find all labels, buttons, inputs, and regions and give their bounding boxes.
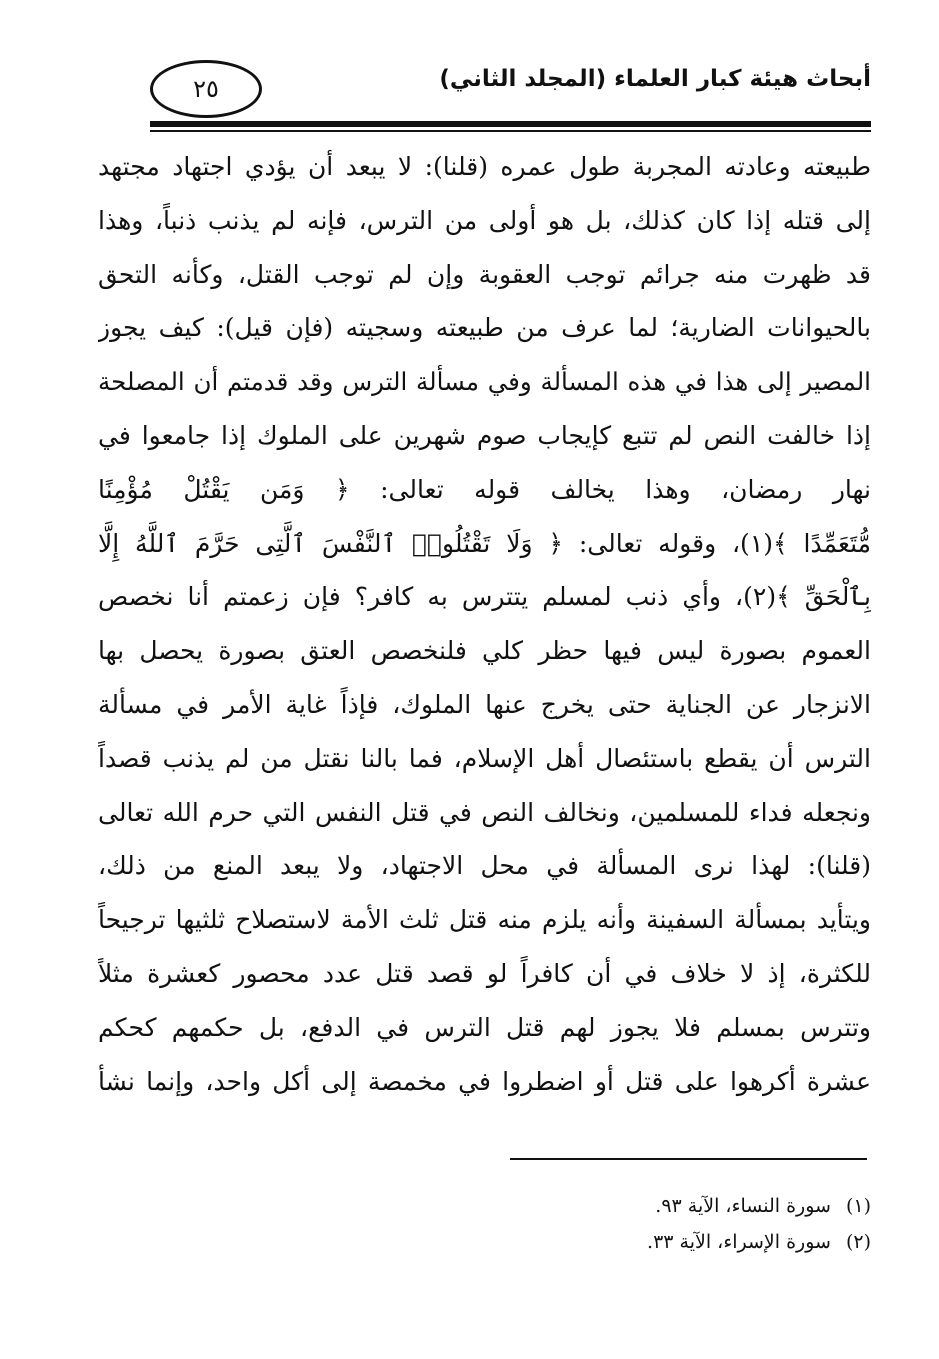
text-line: إلى قتله إذا كان كذلك، بل هو أولى من الترس، فإنه لم يذنب ذنباً، وهذا: [98, 205, 871, 235]
text-line: العموم بصورة ليس فيها حظر كلي فلنخصص العتق بصورة يحصل بها: [98, 636, 871, 666]
header-rule-thick: [150, 121, 871, 127]
text-line: قد ظهرت منه جرائم توجب العقوبة وإن لم توجب القتل، وكأنه التحق: [98, 259, 871, 289]
footnote: [647, 1224, 871, 1260]
footnote-number: (١): [845, 1195, 871, 1217]
text-line: وتترس بمسلم فلا يجوز لهم قتل الترس في الدفع، بل حكمهم كحكم: [98, 1012, 871, 1042]
text-line: الانزجار عن الجناية حتى يخرج عنها الملوك، فإذاً غاية الأمر في مسألة: [98, 689, 871, 719]
text-line: مُّتَعَمِّدًا ﴾(١)، وقوله تعالى: ﴿ وَلَا تَقْتُلُوا۟ ٱلنَّفْسَ ٱلَّتِى حَرَّمَ ٱللَّهُ إِلَّا: [98, 528, 871, 558]
text-line: طبيعته وعادته المجربة طول عمره (قلنا): لا يبعد أن يؤدي اجتهاد مجتهد: [98, 152, 871, 181]
footnote-separator: [510, 1158, 867, 1160]
header-rule-thin: [150, 130, 871, 132]
text-line: بالحيوانات الضارية؛ لما عرف من طبيعته وسجيته (فإن قيل): كيف يجوز: [98, 313, 871, 343]
text-line: بِٱلْحَقِّ ﴾(٢)، وأي ذنب لمسلم يتترس به كافر؟ فإن زعمتم أنا نخصص: [98, 582, 871, 612]
text-line: للكثرة، إذ لا خلاف في أن كافراً لو قصد قتل عدد محصور كعشرة مثلاً: [98, 958, 871, 988]
text-line: المصير إلى هذا في هذه المسألة وفي مسألة الترس وقد قدمتم أن المصلحة: [98, 367, 871, 397]
text-line: نهار رمضان، وهذا يخالف قوله تعالى: ﴿ وَمَن يَقْتُلْ مُؤْمِنًا: [98, 474, 871, 504]
footnote-number: (٢): [845, 1231, 871, 1253]
footnote-text: سورة النساء، الآية ٩٣.: [655, 1195, 831, 1217]
text-line: إذا خالفت النص لم تتبع كإيجاب صوم شهرين على الملوك إذا جامعوا في: [98, 420, 871, 450]
text-line: عشرة أكرهوا على قتل أو اضطروا في مخمصة إلى أكل واحد، وإنما نشأ: [98, 1066, 871, 1096]
text-line: (قلنا): لهذا نرى المسألة في محل الاجتهاد، ولا يبعد المنع من ذلك،: [98, 851, 871, 881]
text-line: الترس أن يقطع باستئصال أهل الإسلام، فما بالنا نقتل من لم يذنب قصداً: [98, 743, 871, 773]
running-title: أبحاث هيئة كبار العلماء (المجلد الثاني): [439, 66, 871, 92]
body-text: [98, 140, 871, 1108]
page-header: [150, 60, 871, 130]
footnotes: [647, 1188, 871, 1260]
page-number: ٢٥: [150, 60, 262, 118]
text-line: ونجعله فداء للمسلمين، ونخالف النص في قتل النفس التي حرم الله تعالى: [98, 797, 871, 827]
text-line: ويتأيد بمسألة السفينة وأنه يلزم منه قتل ثلث الأمة لاستصلاح ثلثيها ترجيحاً: [98, 905, 871, 935]
footnote-text: سورة الإسراء، الآية ٣٣.: [647, 1231, 831, 1253]
footnote: [647, 1188, 871, 1224]
